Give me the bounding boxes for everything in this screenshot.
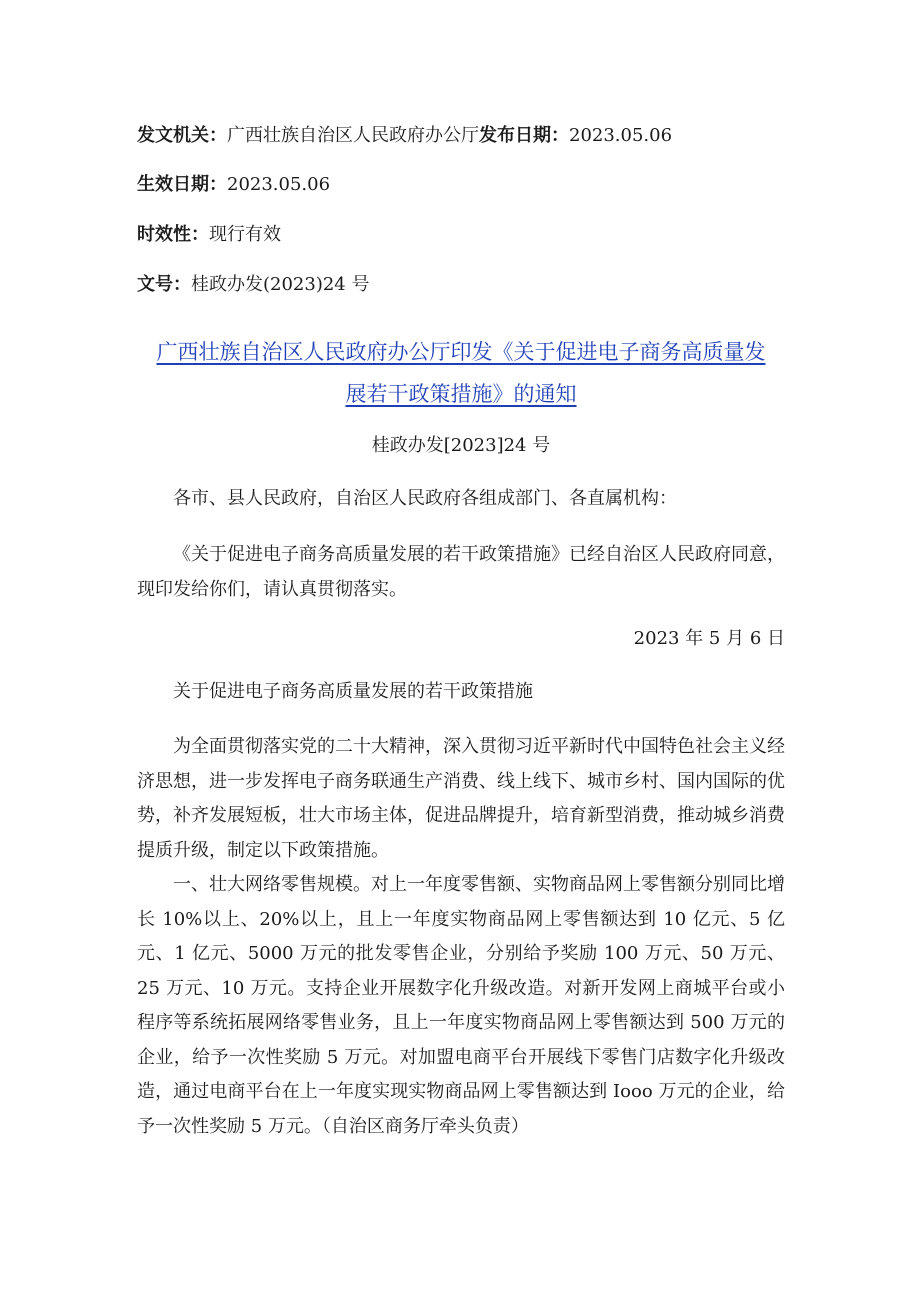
issuer-value: 广西壮族自治区人民政府办公厅 bbox=[227, 125, 479, 146]
effective-date-value: 2023.05.06 bbox=[227, 174, 331, 195]
measures-intro: 为全面贯彻落实党的二十大精神，深入贯彻习近平新时代中国特色社会主义经济思想，进一步发挥电子商务联通生产消费、线上线下、城市乡村、国内国际的优势，补齐发展短板，壮大市场主体，促进品牌提升，培育新型消费，推动城乡消费提质升级，制定以下政策措施。 bbox=[137, 736, 785, 861]
validity-label: 时效性： bbox=[137, 224, 209, 245]
notice-addressee: 各市、县人民政府，自治区人民政府各组成部门、各直属机构： bbox=[173, 488, 677, 509]
measures-heading: 关于促进电子商务高质量发展的若干政策措施 bbox=[173, 681, 533, 702]
meta-issuer-line bbox=[137, 124, 672, 148]
meta-docno-line bbox=[137, 273, 369, 297]
notice-body: 《关于促进电子商务高质量发展的若干政策措施》已经自治区人民政府同意，现印发给你们，请认真贯彻落实。 bbox=[137, 544, 785, 600]
notice-date: 2023 年 5 月 6 日 bbox=[633, 628, 785, 649]
doc-number-value: 桂政办发(2023)24 号 bbox=[191, 274, 370, 295]
notice-title-line-2[interactable]: 展若干政策措施》的通知 bbox=[345, 382, 577, 406]
measures-item-1: 一、壮大网络零售规模。对上一年度零售额、实物商品网上零售额分别同比增长 10%以上、20%以上，且上一年度实物商品网上零售额达到 10 亿元、5 亿元、1 亿元、5000 万元的批发零售企业，分别给予奖励 100 万元、50 万元、25 万元、10 万元。支持企业开展数字化升级改造。对新开发网上商城平台或小程序等系统拓展网络零售业务，且上一年度实物商品网上零售额达到 500 万元的企业，给予一次性奖励 5 万元。对加盟电商平台开展线下零售门店数字化升级改造，通过电商平台在上一年度实现实物商品网上零售额达到 Iooo 万元的企业，给予一次性奖励 5 万元。（自治区商务厅牵头负责） bbox=[137, 874, 785, 1137]
doc-number-label: 文号： bbox=[137, 274, 191, 295]
notice-title-link[interactable] bbox=[137, 331, 785, 415]
publish-date-value: 2023.05.06 bbox=[569, 125, 673, 146]
effective-date-label: 生效日期： bbox=[137, 174, 227, 195]
meta-validity-line bbox=[137, 223, 281, 247]
validity-value: 现行有效 bbox=[209, 224, 281, 245]
notice-title-line-1[interactable]: 广西壮族自治区人民政府办公厅印发《关于促进电子商务高质量发 bbox=[156, 340, 766, 364]
meta-effective-line bbox=[137, 173, 330, 197]
publish-date-label: 发布日期： bbox=[479, 125, 569, 146]
issuer-label: 发文机关： bbox=[137, 125, 227, 146]
notice-doc-number: 桂政办发[2023]24 号 bbox=[371, 435, 551, 456]
